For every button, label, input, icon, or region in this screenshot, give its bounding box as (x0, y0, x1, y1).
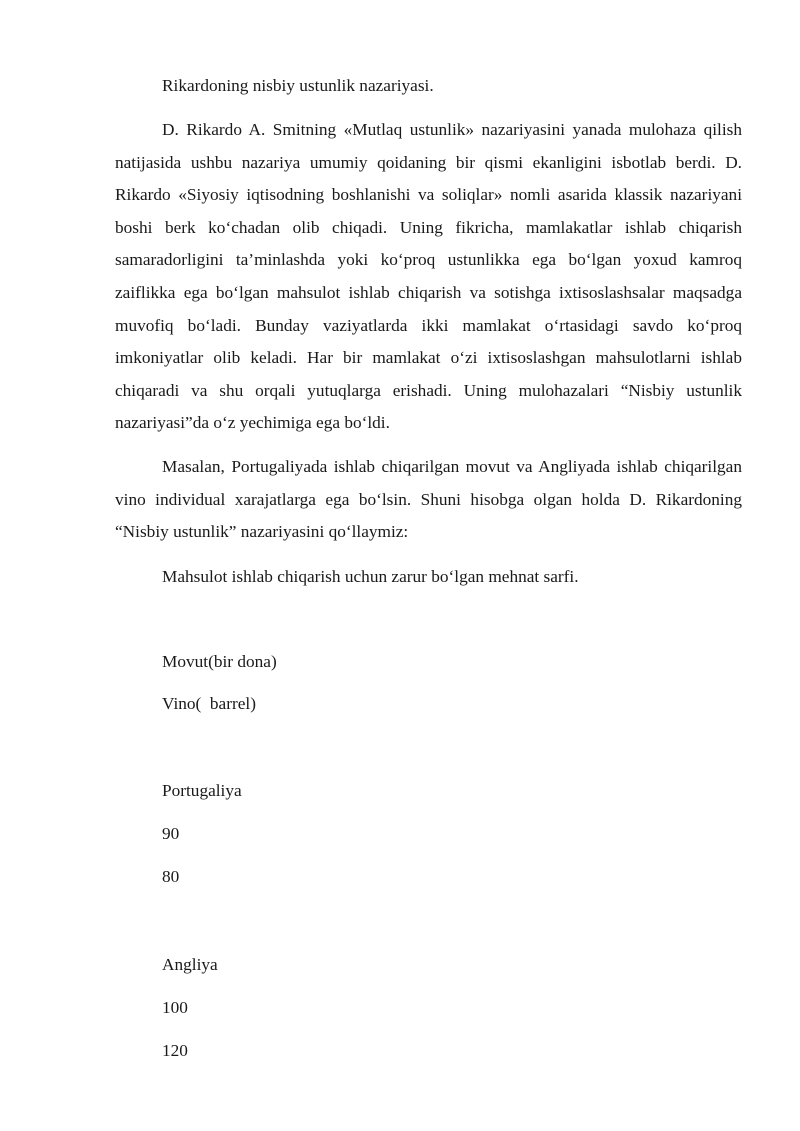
table-cell-value: 90 (162, 824, 180, 843)
country-name-angliya: Angliya (162, 955, 218, 974)
paragraph-1: D. Rikardo A. Smitning «Mutlaq ustunlik» nazariyasini yanada mulohaza qilish natijasida ushbu nazariya umumiy qoidaning bir qismi ekanligini isbotlab berdi. D. Rikardo «Siyosiy iqtisodning boshlanishi va soliqlar» nomli asarida klassik nazariyani boshi berk koʻchadan olib chiqadi. Uning fikricha, mamlakatlar ishlab chiqarish samaradorligini ta’minlashda yoki koʻproq ustunlikka ega boʻlgan yoxud kamroq zaiflikka ega boʻlgan mahsulot ishlab chiqarish va sotishga ixtisoslashsalar maqsadga muvofiq boʻladi. Bunday vaziyatlarda ikki mamlakat oʻrtasidagi savdo koʻproq imkoniyatlar olib keladi. Har bir mamlakat oʻzi ixtisoslashgan mahsulotlarni ishlab chiqaradi va shu orqali yutuqlarga erishadi. Uning mulohazalari “Nisbiy ustunlik nazariyasi”da oʻz yechimiga ega boʻldi. (115, 120, 742, 433)
table-cell-value: 120 (162, 1041, 188, 1060)
country-name-portugaliya: Portugaliya (162, 781, 242, 800)
paragraph-2: Masalan, Portugaliyada ishlab chiqarilgan movut va Angliyada ishlab chiqarilgan vino individual xarajatlarga ega boʻlsin. Shuni hisobga olgan holda D. Rikardoning “Nisbiy ustunlik” nazariyasini qoʻllaymiz: (115, 457, 742, 542)
row-header-movut: Movut(bir dona) (162, 652, 277, 671)
table-cell-value: 100 (162, 998, 188, 1017)
table-cell-value: 80 (162, 867, 180, 886)
table-caption: Mahsulot ishlab chiqarish uchun zarur boʻlgan mehnat sarfi. (162, 567, 579, 586)
row-header-vino: Vino( barrel) (162, 694, 256, 713)
section-heading: Rikardoning nisbiy ustunlik nazariyasi. (162, 76, 434, 95)
